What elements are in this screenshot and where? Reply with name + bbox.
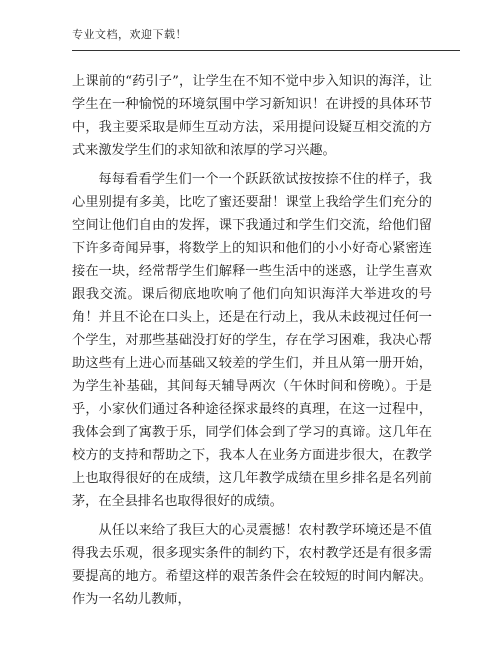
page-header: 专业文档，欢迎下载！ xyxy=(72,28,187,41)
header-divider xyxy=(72,50,460,51)
document-body xyxy=(72,70,432,611)
paragraph-2: 每每看看学生们一个一个跃跃欲试按按捺不住的样子，我心里别提有多美，比吃了蜜还要甜！课堂上我给学生们充分的空间让他们自由的发挥，课下我通过和学生们交流，给他们留下许多奇闻异事，将数学上的知识和他们的小小好奇心紧密连接在一块，经常帮学生们解释一些生活中的迷惑，让学生喜欢跟我交流。课后彻底地吹响了他们向知识海洋大举进攻的号角！并且不论在口头上，还是在行动上，我从未歧视过任何一个学生，对那些基础没打好的学生，存在学习困难，我决心帮助这些有上进心而基础又较差的学生们，并且从第一册开始，为学生补基础，其间每天辅导两次（午休时间和傍晚）。于是乎，小家伙们通过各种途径探求最终的真理，在这一过程中，我体会到了寓教于乐，同学们体会到了学习的真谛。这几年在校方的支持和帮助之下，我本人在业务方面进步很大，在教学上也取得很好的在成绩，这几年教学成绩在里乡排名是名列前茅，在全县排名也取得很好的成绩。 xyxy=(72,172,432,509)
paragraph-3: 从任以来给了我巨大的心灵震撼！农村教学环境还是不值得我去乐观，很多现实条件的制约下，农村教学还是有很多需要提高的地方。希望这样的艰苦条件会在较短的时间内解决。作为一名幼儿教师， xyxy=(72,523,432,607)
paragraph-1: 上课前的“药引子”，让学生在不知不觉中步入知识的海洋，让学生在一种愉悦的环境氛围中学习新知识！在讲授的具体环节中，我主要采取是师生互动方法，采用提问设疑互相交流的方式来激发学生们的求知欲和浓厚的学习兴趣。 xyxy=(72,74,432,158)
